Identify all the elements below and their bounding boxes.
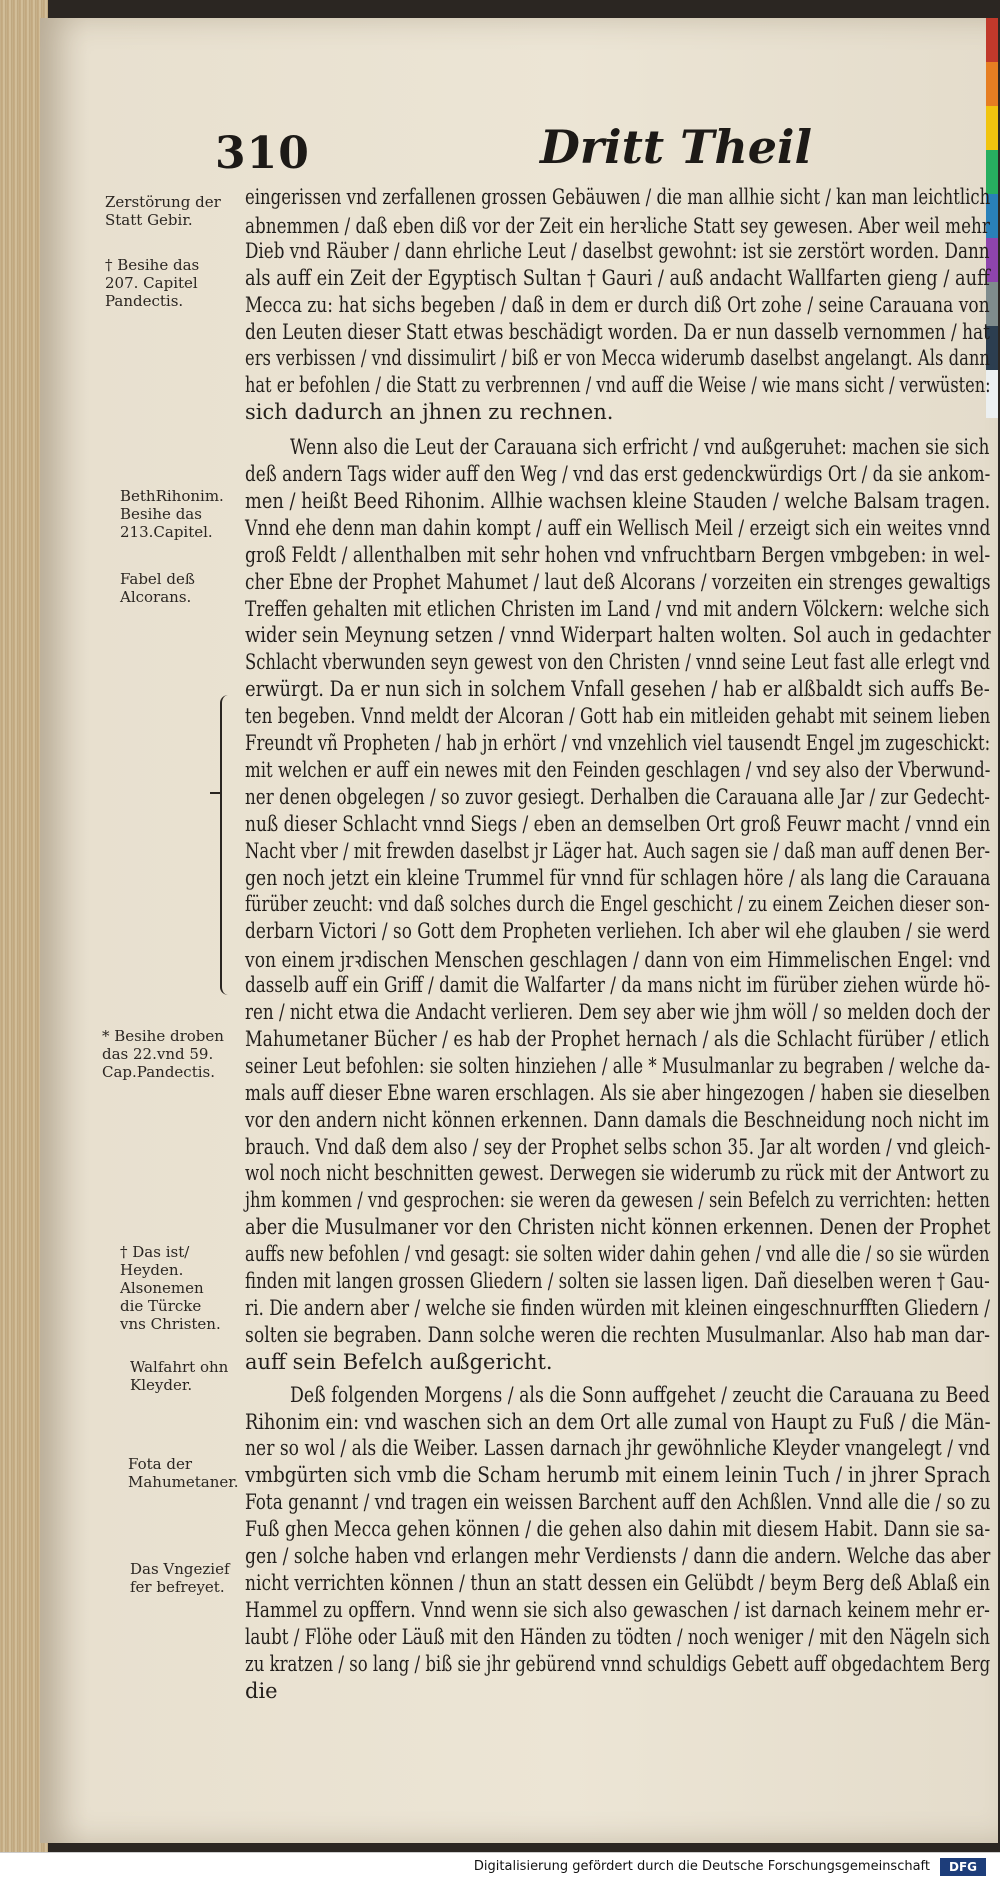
text-line: gen noch jetzt ein kleine Trummel für vnnd für schlagen höre / als lang die Carauana (245, 865, 991, 890)
text-line: zu kratzen / so lang / biß sie jhr gebürend vnnd schuldigs Gebett auff obgedachtem Berg (245, 1651, 991, 1676)
text-line: auffs new befohlen / vnd gesagt: sie solten wider dahin gehen / vnd alle die / so sie würden (245, 1242, 990, 1267)
text-line: auff sein Befelch außgericht. (245, 1349, 553, 1374)
margin-note: Das Vngezief fer befreyet. (130, 1560, 230, 1596)
margin-brace-tip (210, 780, 222, 794)
text-line: ri. Die andern aber / welche sie finden würden mit kleinen eingeschnurfften Gliedern / (245, 1295, 990, 1320)
text-line: ren / nicht etwa die Andacht verlieren. Dem sey aber wie jhm wöll / so melden doch der (245, 1000, 990, 1024)
text-line: nicht verrichten können / thun an statt dessen ein Gelübdt / beym Berg deß Ablaß ein (245, 1570, 991, 1595)
text-line: abnemmen / daß eben diß vor der Zeit ein herꝛliche Statt sey gewesen. Aber weil mehr (245, 213, 990, 238)
text-line: fürüber zeucht: vnd daß solches durch die Engel geschicht / zu einem Zeichen dieser son- (245, 892, 990, 917)
margin-note: Walfahrt ohn Kleyder. (130, 1358, 229, 1394)
funding-credit: Digitalisierung gefördert durch die Deutsche Forschungsgemeinschaft (473, 1859, 930, 1874)
text-line: ten begeben. Vnnd meldt der Alcoran / Gott hab ein mitleiden gehabt mit seinem lieben (245, 704, 991, 729)
text-line: deß andern Tags wider auff den Weg / vnd das erst gedenckwürdigs Ort / da sie ankom- (245, 462, 991, 486)
text-line: cher Ebne der Prophet Mahumet / laut deß Alcorans / vorzeiten ein strenges gewaltigs (245, 569, 991, 594)
text-line: brauch. Vnd daß dem also / sey der Prophet selbs schon 35. Jar alt worden / vnd gleich- (245, 1134, 991, 1159)
text-line: erwürgt. Da er nun sich in solchem Vnfall gesehen / hab er alßbaldt sich auffs Be- (245, 677, 990, 702)
running-head: Dritt Theil (540, 120, 813, 174)
text-line: Dieb vnd Räuber / dann ehrliche Leut / daselbst gewohnt: ist sie zerstört worden. Dann (245, 238, 990, 263)
text-line: eingerissen vnd zerfallenen grossen Gebäuwen / die man allhie sicht / kan man leichtlich (245, 185, 991, 209)
text-line: Rihonim ein: vnd waschen sich an dem Ort alle zumal von Haupt zu Fuß / die Män- (245, 1409, 991, 1434)
text-line: mals auff dieser Ebne waren erschlagen. Als sie aber hingezogen / haben sie dieselben (245, 1080, 991, 1105)
text-line: sich dadurch an jhnen zu rechnen. (245, 400, 614, 425)
text-line: ers verbissen / vnd dissimulirt / biß er von Mecca widerumb daselbst angelangt. Als dann (245, 346, 990, 371)
margin-note: † Das ist/ Heyden. Alsonemen die Türcke vns Christen. (120, 1243, 221, 1333)
text-line: jhm kommen / vnd gesprochen: sie weren da gewesen / sein Befelch zu verrichten: hetten (245, 1188, 990, 1213)
text-line: Nacht vber / mit frewden daselbst jr Läger hat. Auch sagen sie / daß man auff denen Ber- (245, 838, 991, 863)
text-line: hat er befohlen / die Statt zu verbrennen / vnd auff die Weise / wie mans sicht / verwüsten: (245, 373, 991, 398)
margin-brace (220, 695, 234, 995)
text-line: finden mit langen grossen Gliedern / solten sie lassen ligen. Dañ dieselben weren † Gau- (245, 1269, 990, 1293)
text-line: den Leuten dieser Statt etwas beschädigt worden. Da er nun dasselb vernommen / hat (245, 319, 990, 344)
text-line: Schlacht vberwunden seyn gewest von den Christen / vnnd seine Leut fast alle erlegt vnd (245, 650, 991, 675)
footer-bar (0, 1852, 1000, 1884)
text-line: Mecca zu: hat sichs begeben / daß in dem er durch diß Ort zohe / seine Carauana von (245, 292, 990, 317)
text-line: mit welchen er auff ein newes mit den Feinden geschlagen / vnd sey also der Vberwund- (245, 757, 991, 782)
text-line: Treffen gehalten mit etlichen Christen im Land / vnd mit andern Völckern: welche sich (245, 596, 990, 621)
page-number: 310 (215, 128, 310, 179)
text-line: wol noch nicht beschnitten gewest. Derwegen sie widerumb zu rück mit der Antwort zu (245, 1161, 990, 1186)
text-line: Hammel zu opffern. Vnnd wenn sie sich also gewaschen / ist darnach keinem mehr er- (245, 1597, 990, 1622)
text-line: Mahumetaner Bücher / es hab der Prophet hernach / als die Schlacht fürüber / etlich (245, 1026, 990, 1051)
text-line: seiner Leut befohlen: sie solten hinziehen / alle * Musulmanlar zu begraben / welche da- (245, 1053, 991, 1078)
margin-note: Fabel deß Alcorans. (120, 570, 195, 606)
text-line: derbarn Victori / so Gott dem Propheten verliehen. Ich aber wil ehe glauben / sie werd (245, 919, 991, 944)
margin-note: Zerstörung der Statt Gebir. (105, 193, 221, 229)
text-line: ner so wol / als die Weiber. Lassen darnach jhr gewöhnliche Kleyder vnangelegt / vnd (245, 1436, 991, 1461)
text-line: Freundt vñ Propheten / hab jn erhört / vnd vnzehlich viel tausendt Engel jm zugeschickt: (245, 731, 991, 755)
text-line: Fota genannt / vnd tragen ein weissen Barchent auff den Achßlen. Vnnd alle die / so zu (245, 1490, 991, 1515)
text-line: aber die Musulmaner vor den Christen nicht können erkennen. Denen der Prophet (245, 1215, 991, 1240)
text-line: men / heißt Beed Rihonim. Allhie wachsen kleine Stauden / welche Balsam tragen. (245, 488, 991, 513)
text-line: groß Feldt / allenthalben mit sehr hohen vnd vnfruchtbarn Bergen vmbgeben: in wel- (245, 542, 991, 567)
margin-note: † Besihe das 207. Capitel Pandectis. (105, 256, 200, 310)
text-line: Fuß ghen Mecca gehen können / die gehen also dahin mit diesem Habit. Dann sie sa- (245, 1517, 991, 1542)
text-line: von einem jrꝛdischen Menschen geschlagen / dann von eim Himmelischen Engel: vnd (245, 948, 991, 973)
text-line: gen / solche haben vnd erlangen mehr Verdiensts / dann die andern. Welche das aber (245, 1544, 991, 1568)
margin-note: Fota der Mahumetaner. (128, 1455, 239, 1491)
text-line: dasselb auff ein Griff / damit die Walfarter / da mans nicht im fürüber ziehen würde hö- (245, 973, 991, 998)
text-line: Wenn also die Leut der Carauana sich erfricht / vnd außgeruhet: machen sie sich (290, 435, 990, 460)
text-line: nuß dieser Schlacht vnnd Siegs / eben an demselben Ort groß Feuwr macht / vnnd ein (245, 811, 991, 836)
text-line: Deß folgenden Morgens / als die Sonn auffgehet / zeucht die Carauana zu Beed (290, 1382, 990, 1407)
text-line: Vnnd ehe denn man dahin kompt / auff ein Wellisch Meil / erzeigt sich ein weites vnnd (245, 515, 991, 540)
text-line: vor den andern nicht können erkennen. Dann damals die Beschneidung noch nicht im (245, 1107, 990, 1132)
text-line: wider sein Meynung setzen / vnnd Widerpart halten wolten. Sol auch in gedachter (245, 623, 991, 648)
text-line: als auff ein Zeit der Egyptisch Sultan † Gauri / auß andacht Wallfarten gieng / auff (245, 265, 990, 290)
text-line: solten sie begraben. Dann solche weren die rechten Musulmanlar. Also hab man dar- (245, 1322, 990, 1347)
margin-note: * Besihe droben das 22.vnd 59. Cap.Pandectis. (102, 1027, 224, 1081)
text-line: vmbgürten sich vmb die Scham herumb mit einem leinin Tuch / in jhrer Sprach (245, 1463, 991, 1488)
text-line: die (245, 1678, 278, 1703)
text-line: ner denen obgelegen / so zuvor gesiegt. Derhalben die Carauana alle Jar / zur Gedecht- (245, 784, 990, 809)
text-line: laubt / Flöhe oder Läuß mit den Händen zu tödten / noch weniger / mit den Nägeln sich (245, 1624, 990, 1649)
dfg-logo: DFG (940, 1858, 986, 1876)
margin-note: BethRihonim. Besihe das 213.Capitel. (120, 487, 224, 541)
